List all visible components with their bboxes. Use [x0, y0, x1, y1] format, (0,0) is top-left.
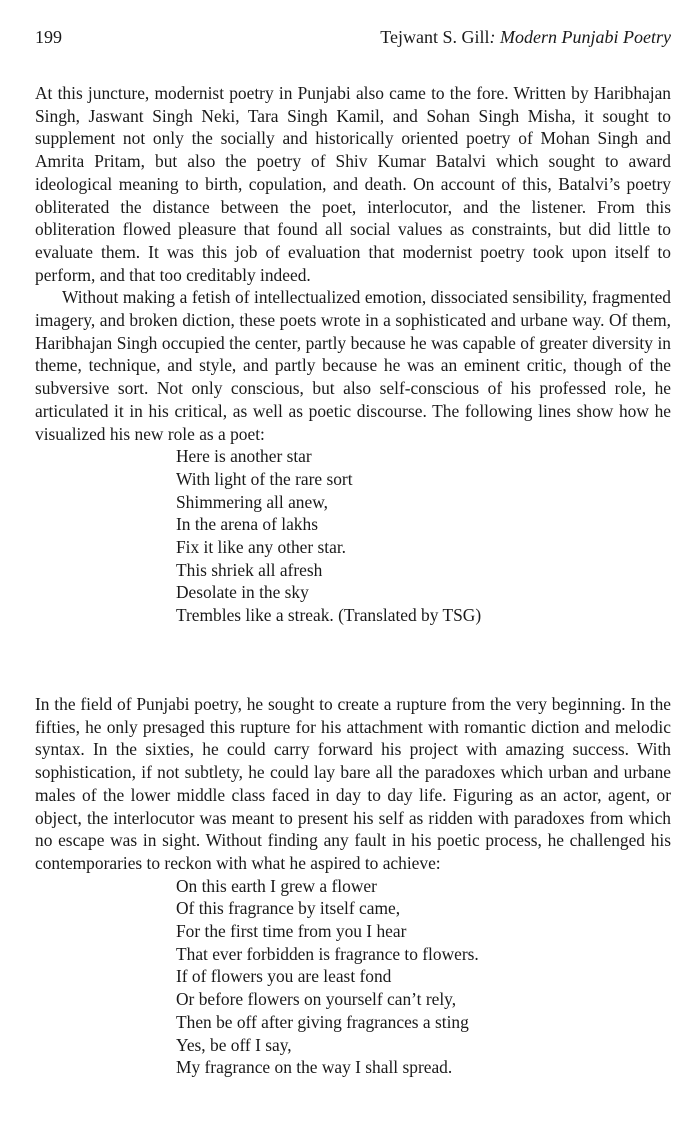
- verse-line: Desolate in the sky: [176, 582, 309, 603]
- verse-line: For the first time from you I hear: [176, 921, 407, 942]
- title-separator: :: [489, 27, 501, 47]
- verse-line: If of flowers you are least fond: [176, 966, 392, 987]
- paragraph-2: Without making a fetish of intellectualized emotion, dissociated sensibility, fragmented imagery, and broken diction, these poets wrote in a sophisticated and urbane way. Of them, Haribhajan Singh occupied the center, partly because he was capable of greater diversity in theme, technique, and style, and partly because he was an eminent critic, though of the subversive sort. Not only conscious, but also self-conscious of his professed role, he articulated it in his critical, as well as poetic discourse. The following lines show how he visualized his new role as a poet:: [35, 287, 671, 444]
- text-block-1: [35, 82, 671, 627]
- author-name: Tejwant S. Gill: [380, 27, 490, 47]
- verse-line: Trembles like a streak. (Translated by TSG): [176, 605, 482, 626]
- verse-line: On this earth I grew a flower: [176, 875, 377, 896]
- verse-quote-1: [35, 445, 671, 627]
- text-block-2: [35, 693, 671, 1079]
- page-number: 199: [35, 27, 62, 47]
- verse-line: Then be off after giving fragrances a sting: [176, 1011, 469, 1032]
- verse-line: With light of the rare sort: [176, 468, 353, 489]
- verse-quote-2: [35, 875, 671, 1079]
- running-title: [380, 24, 671, 50]
- book-title: Modern Punjabi Poetry: [500, 27, 671, 47]
- verse-line: Shimmering all anew,: [176, 491, 328, 512]
- verse-line: Fix it like any other star.: [176, 537, 347, 558]
- paragraph-3: In the field of Punjabi poetry, he sought to create a rupture from the very beginning. In the fifties, he only presaged this rupture for his attachment with romantic diction and melodic syntax. In the sixties, he could carry forward his project with amazing success. With sophistication, if not subtlety, he could lay bare all the paradoxes which urban and urbane males of the lower middle class faced in day to day life. Figuring as an actor, agent, or object, the interlocutor was meant to present his self as ridden with paradoxes from which no escape was in sight. Without finding any fault in his poetic process, he challenged his contemporaries to reckon with what he aspired to achieve:: [35, 694, 671, 873]
- verse-line: This shriek all afresh: [176, 559, 323, 580]
- verse-line: My fragrance on the way I shall spread.: [176, 1057, 453, 1078]
- verse-line: In the arena of lakhs: [176, 514, 318, 535]
- verse-line: That ever forbidden is fragrance to flowers.: [176, 943, 479, 964]
- running-header: [35, 24, 671, 50]
- verse-line: Here is another star: [176, 446, 312, 467]
- paragraph-1: At this juncture, modernist poetry in Punjabi also came to the fore. Written by Haribhajan Singh, Jaswant Singh Neki, Tara Singh Kamil, and Sohan Singh Misha, it sought to supplement not only the socially and historically oriented poetry of Mohan Singh and Amrita Pritam, but also the poetry of Shiv Kumar Batalvi which sought to award ideological meaning to birth, copulation, and death. On account of this, Batalvi’s poetry obliterated the distance between the poet, interlocutor, and the listener. From this obliteration flowed pleasure that found all social values as constraints, but did little to evaluate them. It was this job of evaluation that modernist poetry took upon itself to perform, and that too creditably indeed.: [35, 83, 671, 285]
- verse-line: Or before flowers on yourself can’t rely,: [176, 989, 457, 1010]
- verse-line: Yes, be off I say,: [176, 1034, 292, 1055]
- verse-line: Of this fragrance by itself came,: [176, 898, 401, 919]
